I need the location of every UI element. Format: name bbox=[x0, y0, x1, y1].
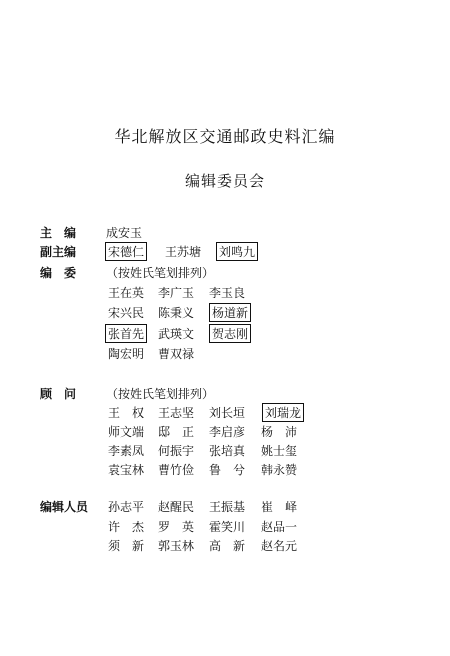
committee-member: 曹双禄 bbox=[158, 347, 195, 361]
staff-name: 许 杰 bbox=[108, 520, 145, 534]
committee-member: 陶宏明 bbox=[108, 347, 145, 361]
committee-member-boxed: 杨道新 bbox=[209, 303, 251, 322]
advisor-name: 姚士玺 bbox=[261, 444, 298, 458]
editor-label: 主 编 bbox=[40, 226, 77, 240]
advisor-name: 王 权 bbox=[108, 406, 145, 420]
editor-name: 成安玉 bbox=[106, 226, 143, 240]
staff-name: 罗 英 bbox=[158, 520, 195, 534]
committee-member: 武瑛文 bbox=[158, 327, 195, 341]
deputy-label: 副主编 bbox=[40, 245, 77, 259]
staff-label: 编辑人员 bbox=[40, 500, 89, 514]
advisor-name: 曹竹俭 bbox=[158, 463, 195, 477]
staff-name: 赵名元 bbox=[261, 539, 298, 553]
staff-name: 孙志平 bbox=[108, 500, 145, 514]
staff-name: 郭玉林 bbox=[158, 539, 195, 553]
advisor-name: 鲁 兮 bbox=[209, 463, 246, 477]
staff-name: 王振基 bbox=[209, 500, 246, 514]
committee-member: 李广玉 bbox=[158, 286, 195, 300]
advisor-name: 袁宝林 bbox=[108, 463, 145, 477]
advisor-name: 杨 沛 bbox=[261, 425, 298, 439]
advisor-name: 何振宇 bbox=[158, 444, 195, 458]
advisor-name: 王志坚 bbox=[158, 406, 195, 420]
advisor-name: 邸 正 bbox=[158, 425, 195, 439]
advisor-name: 刘长垣 bbox=[209, 406, 246, 420]
advisor-name: 师文端 bbox=[108, 425, 145, 439]
staff-name: 须 新 bbox=[108, 539, 145, 553]
deputy-name-boxed: 刘鸣九 bbox=[216, 242, 258, 261]
advisor-name-boxed: 刘瑞龙 bbox=[262, 403, 304, 422]
deputy-name-boxed: 宋德仁 bbox=[105, 242, 147, 261]
committee-member: 李玉良 bbox=[209, 286, 246, 300]
committee-member: 陈秉义 bbox=[158, 306, 195, 320]
advisors-order-note: （按姓氏笔划排列） bbox=[106, 387, 215, 401]
staff-name: 崔 峄 bbox=[261, 500, 298, 514]
advisors-label: 顾 问 bbox=[40, 387, 77, 401]
committee-member: 宋兴民 bbox=[108, 306, 145, 320]
committee-member: 王在英 bbox=[108, 286, 145, 300]
staff-name: 霍笑川 bbox=[209, 520, 246, 534]
advisor-name: 李启彦 bbox=[209, 425, 246, 439]
advisor-name: 张培真 bbox=[209, 444, 246, 458]
staff-name: 高 新 bbox=[209, 539, 246, 553]
committee-order-note: （按姓氏笔划排列） bbox=[106, 266, 215, 280]
committee-heading: 编辑委员会 bbox=[184, 172, 265, 190]
staff-name: 赵醒民 bbox=[158, 500, 195, 514]
committee-member-boxed: 张首先 bbox=[105, 324, 147, 343]
committee-label: 编 委 bbox=[40, 266, 77, 280]
book-title: 华北解放区交通邮政史料汇编 bbox=[114, 127, 336, 146]
advisor-name: 韩永赞 bbox=[261, 463, 298, 477]
committee-member-boxed: 贺志刚 bbox=[209, 324, 251, 343]
advisor-name: 李素凤 bbox=[108, 444, 145, 458]
staff-name: 赵品一 bbox=[261, 520, 298, 534]
deputy-name: 王苏塘 bbox=[165, 245, 202, 259]
